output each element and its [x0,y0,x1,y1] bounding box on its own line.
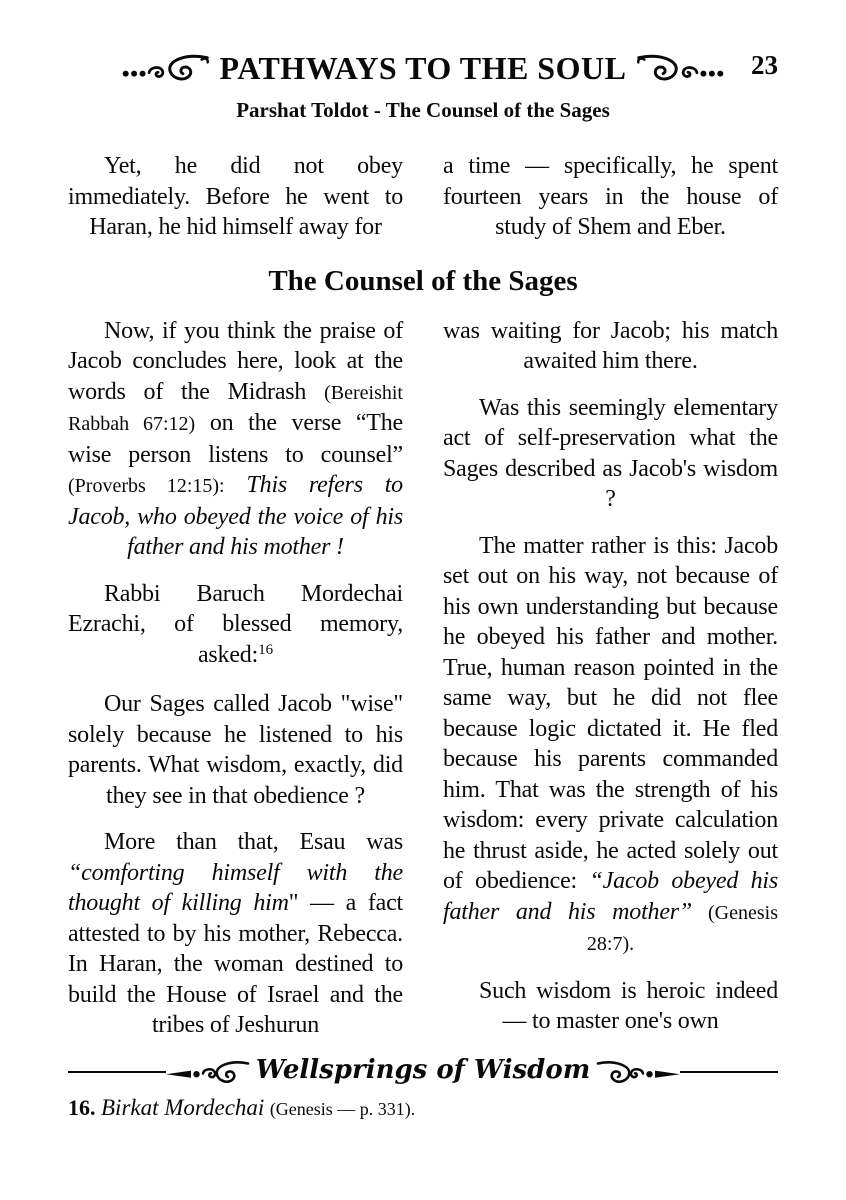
text-run: Such wisdom is heroic indeed — to master one's own [479,977,778,1034]
scroll-flourish-right-icon [632,53,728,83]
intro-right-column [443,151,778,243]
citation-proverbs: (Proverbs 12:15): [68,475,225,497]
paragraph-midrash [68,316,403,563]
section-heading: The Counsel of the Sages [268,264,578,297]
rule-flourish-left-icon [166,1059,252,1085]
left-column [68,316,403,1041]
paragraph-rabbi [68,579,403,674]
book-title: PATHWAYS TO THE SOUL [219,50,627,86]
paragraph-elementary [443,393,778,515]
intro-columns [68,151,778,243]
citation-bereishit-rabbah: (Bereishit Rabbah 67:12) [68,381,403,435]
scroll-flourish-left-icon [118,53,214,83]
citation-genesis: (Genesis 28:7). [586,901,778,955]
quote-midrash: This refers to Jacob, who obeyed the voice of his father and his mother ! [68,472,403,560]
page-header [68,46,778,90]
text-run: Was this seemingly elementary act of self-preservation what the Sages described as Jacob's wisdom ? [443,394,778,512]
page-number: 23 [751,50,778,80]
quote-genesis: “Jacob obeyed his father and his mother” [443,868,779,925]
text-run: Our Sages called Jacob "wise" solely because he listened to his parents. What wisdom, exactly, did they see in that obedience ? [68,691,403,809]
main-columns [68,316,778,1041]
footer-banner-text: Wellsprings of Wisdom [255,1055,591,1085]
text-run: on the verse “The wise person listens to counsel” [68,410,403,468]
intro-right-paragraph: a time — specifically, he spent fourteen years in the house of study of Shem and Eber. [443,153,778,240]
text-run: More than that, Esau was [104,829,403,855]
paragraph-continuation [443,316,778,377]
footnote-source: (Genesis — p. 331). [269,1099,416,1119]
footnote-title: Birkat Mordechai [101,1095,265,1120]
page-footer [68,1055,778,1122]
text-run: was waiting for Jacob; his match awaited him there. [443,317,778,374]
intro-left-column [68,151,403,243]
text-run: The matter rather is this: Jacob set out on his way, not because of his own understanding but because he obeyed his father and mother. True, human reason pointed in the same way, but he did not flee because logic dictated it. He fled because his parents commanded him. That was the strength of his wisdom: every private calculation he thrust aside, he acted solely out of obedience: [443,532,778,894]
footer-rule-left [68,1071,166,1073]
text-run: " — a fact attested to by his mother, Rebecca. In Haran, the woman destined to build the House of Israel and the tribes of Jeshurun [68,890,403,1038]
paragraph-esau [68,827,403,1041]
paragraph-sages-question [68,689,403,811]
text-run: Now, if you think the praise of Jacob concludes here, look at the words of the Midrash [68,317,403,405]
footer-banner [68,1055,778,1086]
intro-left-paragraph: Yet, he did not obey immediately. Before he went to Haran, he hid himself away for [68,153,403,240]
paragraph-matter [443,531,778,960]
footer-rule-right [680,1071,778,1073]
page-content [68,46,778,1041]
paragraph-heroic [443,976,778,1037]
footnote-reference: 16 [258,641,274,658]
right-column [443,316,778,1041]
chapter-subtitle: Parshat Toldot - The Counsel of the Sages [236,98,610,122]
text-run: Rabbi Baruch Mordechai Ezrachi, of blessed memory, asked: [68,580,403,668]
footnote [68,1095,778,1122]
footnote-number: 16. [68,1095,96,1120]
rule-flourish-right-icon [594,1059,680,1085]
quote-esau: “comforting himself with the thought of killing him [68,859,403,916]
